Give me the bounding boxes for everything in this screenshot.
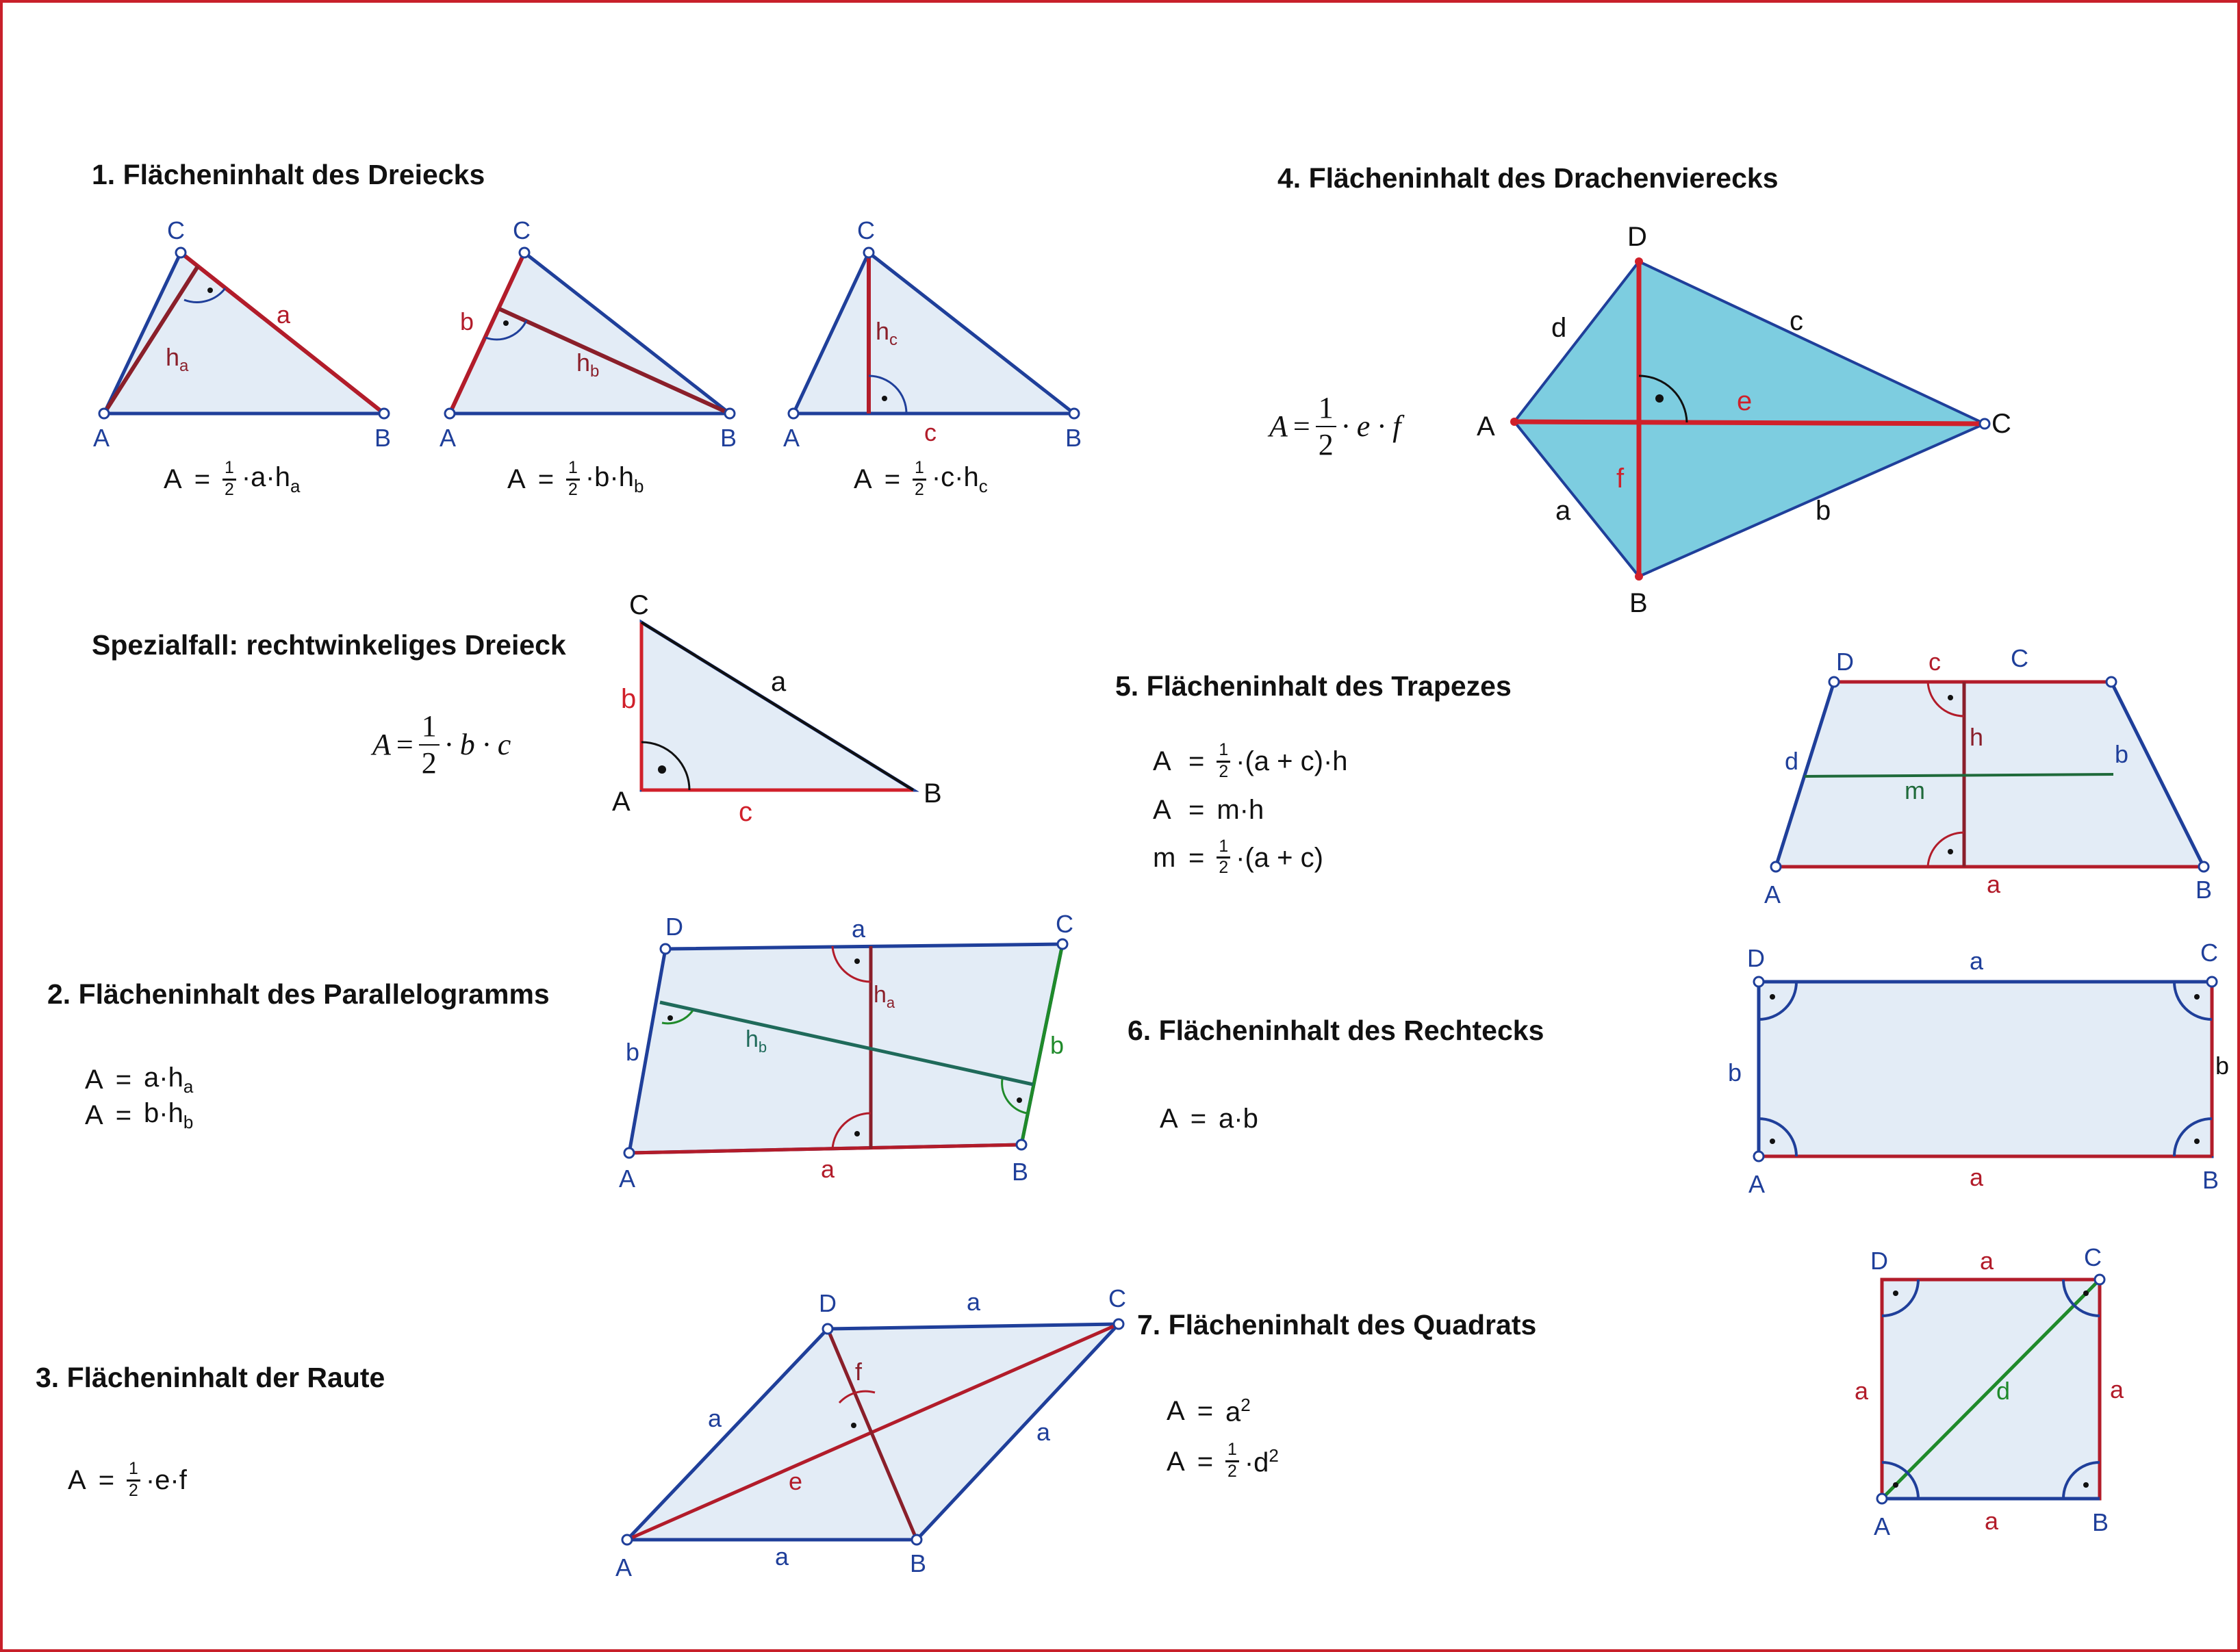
trap-label-h: h	[1970, 723, 1984, 751]
kite-label-a: a	[1555, 496, 1571, 526]
parallelogram-heading: 2. Flächeninhalt des Parallelogramms	[47, 978, 550, 1010]
triangle-heading: 1. Flächeninhalt des Dreiecks	[92, 159, 485, 190]
rhombus-label-e: e	[789, 1467, 803, 1495]
kite-label-D: D	[1627, 222, 1647, 252]
rhombus-label-A: A	[615, 1553, 633, 1581]
tri1-label-a: a	[277, 301, 291, 329]
square-label-A: A	[1874, 1512, 1891, 1540]
tri2-label-b: b	[460, 307, 474, 335]
para-label-a-bottom: a	[821, 1155, 835, 1183]
right-label-A: A	[612, 787, 631, 817]
right-label-b: b	[621, 684, 637, 714]
square-formulas: A = $a^2$ A = $\frac{1}{2}$ $\cdot d^2$	[1167, 1395, 1279, 1482]
parallelogram-formulas: A = $a\cdot h_a$ A = $b\cdot h_b$	[85, 1063, 194, 1132]
square-label-a-top: a	[1980, 1247, 1994, 1275]
rhombus-label-a-left: a	[708, 1404, 722, 1432]
square-label-a-left: a	[1855, 1377, 1869, 1405]
rhombus-label-a-top: a	[967, 1288, 981, 1316]
tri2-label-A: A	[440, 424, 457, 452]
rhombus-label-a-bottom: a	[775, 1542, 789, 1571]
square-label-a-right: a	[2110, 1375, 2124, 1403]
rect-label-C: C	[2200, 939, 2218, 967]
kite-label-B: B	[1629, 588, 1648, 618]
triangle-ha-figure	[93, 216, 391, 452]
tri3-label-A: A	[783, 424, 800, 452]
trap-label-m: m	[1905, 776, 1925, 804]
kite-label-f: f	[1616, 463, 1625, 494]
rect-label-A: A	[1748, 1170, 1766, 1198]
kite-figure	[1477, 222, 2011, 618]
kite-label-C: C	[1991, 409, 2011, 439]
parallelogram-figure	[619, 910, 1073, 1193]
square-label-B: B	[2092, 1508, 2109, 1536]
rhombus-label-C: C	[1108, 1284, 1126, 1312]
kite-heading: 4. Flächeninhalt des Drachenvierecks	[1277, 162, 1779, 194]
right-label-B: B	[924, 778, 942, 809]
rect-label-b-right: b	[2215, 1052, 2230, 1080]
para-label-B: B	[1012, 1158, 1029, 1186]
right-label-C: C	[629, 590, 649, 620]
geometry-figures	[3, 3, 2240, 1652]
rhombus-label-B: B	[910, 1549, 927, 1577]
tri3-label-c: c	[924, 418, 937, 446]
triangle-formula-ha: A = $\frac{1}{2}$ $\cdot a\cdot h_a$	[164, 459, 301, 499]
para-label-b-right: b	[1050, 1031, 1065, 1059]
right-triangle-heading: Spezialfall: rechtwinkeliges Dreieck	[92, 629, 566, 661]
square-label-d: d	[1996, 1377, 2011, 1405]
rectangle-heading: 6. Flächeninhalt des Rechtecks	[1128, 1015, 1544, 1046]
rect-label-D: D	[1747, 944, 1765, 972]
kite-label-e: e	[1737, 386, 1753, 416]
rhombus-heading: 3. Flächeninhalt der Raute	[36, 1362, 385, 1393]
rect-label-a-top: a	[1970, 947, 1984, 975]
trap-label-d: d	[1785, 747, 1799, 775]
right-label-a: a	[771, 667, 787, 697]
para-label-a-top: a	[852, 915, 866, 943]
trapezoid-figure	[1764, 644, 2212, 908]
tri3-label-C: C	[857, 216, 875, 244]
kite-label-c: c	[1790, 306, 1803, 336]
tri1-label-h-sub: a	[179, 357, 189, 375]
rhombus-label-D: D	[819, 1289, 837, 1317]
square-label-a-bottom: a	[1985, 1507, 1999, 1535]
tri2-label-h: h	[576, 348, 591, 377]
kite-formula: A = $\frac{1}{2}$ · e · f	[1269, 391, 1401, 461]
para-label-D: D	[665, 913, 683, 941]
right-triangle-formula: A = $\frac{1}{2}$ · b · c	[372, 709, 511, 780]
rectangle-figure	[1728, 939, 2229, 1198]
trap-label-D: D	[1836, 648, 1854, 676]
rhombus-formula: A = $\frac{1}{2}$ ·e·f	[68, 1460, 187, 1500]
para-label-b-left: b	[626, 1038, 640, 1066]
tri1-label-h: h	[166, 343, 180, 371]
kite-label-A: A	[1477, 411, 1495, 442]
tri3-label-B: B	[1065, 424, 1082, 452]
trap-label-a: a	[1987, 870, 2001, 898]
tri3-label-h-sub: c	[889, 331, 898, 349]
tri2-label-h-sub: b	[590, 362, 600, 381]
trap-label-b: b	[2115, 740, 2129, 768]
para-label-ha-sub: a	[886, 994, 895, 1011]
rect-label-B: B	[2202, 1166, 2219, 1194]
rect-label-b-left: b	[1728, 1058, 1742, 1086]
triangle-formula-hc: A = $\frac{1}{2}$ $\cdot c\cdot h_c$	[854, 459, 988, 499]
para-label-C: C	[1056, 910, 1073, 938]
para-label-A: A	[619, 1165, 636, 1193]
tri2-label-C: C	[513, 216, 531, 244]
square-heading: 7. Flächeninhalt des Quadrats	[1137, 1309, 1537, 1340]
trap-label-B: B	[2196, 876, 2213, 904]
rhombus-label-f: f	[855, 1358, 863, 1386]
para-label-ha: h	[874, 982, 887, 1008]
triangle-formula-hb: A = $\frac{1}{2}$ $\cdot b\cdot h_b$	[507, 459, 644, 499]
triangle-hb-figure	[440, 216, 737, 452]
tri2-label-B: B	[720, 424, 737, 452]
para-label-hb-sub: b	[758, 1039, 767, 1056]
rhombus-label-a-right: a	[1036, 1418, 1051, 1446]
tri1-label-B: B	[374, 424, 392, 452]
trap-label-C: C	[2011, 644, 2028, 672]
rect-label-a-bottom: a	[1970, 1163, 1984, 1191]
tri1-label-C: C	[167, 216, 185, 244]
trap-label-A: A	[1764, 880, 1781, 908]
rhombus-figure	[615, 1284, 1126, 1581]
tri1-label-A: A	[93, 424, 110, 452]
tri3-label-h: h	[876, 317, 890, 345]
kite-label-d: d	[1551, 313, 1567, 343]
right-label-c: c	[739, 797, 752, 827]
square-figure	[1855, 1243, 2124, 1540]
kite-label-b: b	[1816, 496, 1831, 526]
rectangle-formula: A = a·b	[1160, 1104, 1258, 1134]
triangle-hc-figure	[783, 216, 1082, 452]
right-triangle-figure	[612, 590, 942, 827]
trap-label-c: c	[1929, 648, 1941, 676]
square-label-D: D	[1870, 1247, 1888, 1275]
trapezoid-heading: 5. Flächeninhalt des Trapezes	[1115, 670, 1512, 702]
square-label-C: C	[2084, 1243, 2102, 1271]
para-label-hb: h	[746, 1026, 759, 1052]
trapezoid-formulas: A = $\frac{1}{2}$ ·(a + c)·h A = m·h m = $\frac{1}{2}$ ·(a + c)	[1153, 741, 1348, 878]
